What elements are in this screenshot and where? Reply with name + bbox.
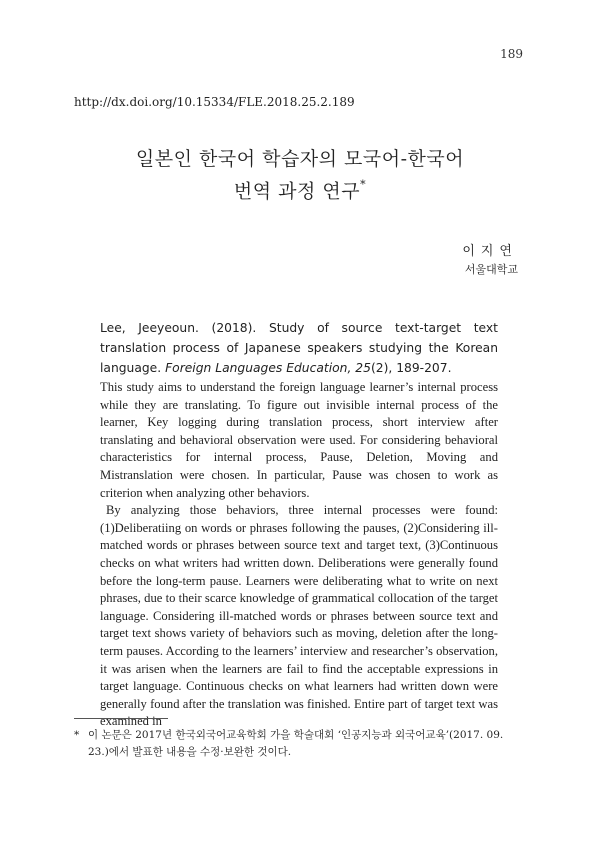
title-line-1: 일본인 한국어 학습자의 모국어-한국어 — [135, 148, 465, 170]
footnote-line-2: 23.)에서 발표한 내용을 수정·보완한 것이다. — [88, 746, 292, 758]
title-line-2 — [0, 173, 600, 205]
citation-authors-year: Lee, Jeeyeoun. (2018). Study of source text-target text translation process of Japanese speakers studying the Korean language. — [100, 321, 498, 375]
author-name: 이지연 — [462, 244, 518, 259]
footnote — [74, 727, 526, 761]
abstract-paragraph-1: This study aims to understand the foreign language learner’s internal process while they are translating. To figure out invisible internal process of the learner, Key logging during translation process, short interview after translating and behavioral observation were used. For considering behavioral characteristics for internal process, Pause, Deletion, Moving and Mistranslation were chosen. In particular, Pause was chosen to work as criterion when analyzing other behaviors. — [100, 380, 498, 500]
citation-journal: Foreign Languages Education, — [165, 361, 352, 375]
paper-title — [0, 146, 600, 205]
footnote-divider — [74, 718, 168, 719]
citation-issue-pages: (2), 189-207. — [370, 361, 452, 375]
author-affiliation: 서울대학교 — [464, 263, 518, 276]
page-number: 189 — [500, 47, 523, 61]
citation-volume: 25 — [355, 361, 371, 375]
footnote-line-1: 이 논문은 2017년 한국외국어교육학회 가을 학술대회 ‘인공지능과 외국어교육’(2017. 09. — [88, 729, 504, 741]
abstract-paragraph-2: By analyzing those behaviors, three internal processes were found: (1)Deliberatiing on words or phrases following the pauses, (2)Considering ill-matched words or phrases between source text and target text, (3)Continuous checks on what writers had written down. Deliberations were generally found before the long-term pause. Learners were deliberating what to write on next phrases, due to their scarce knowledge of grammatical collocation of the target language. Considering ill-matched words or phrases between source text and target text shows variety of behaviors such as moving, deletion after the long-term pauses. According to the learners’ interview and researcher’s observation, it was arisen when the learners are fail to find the acceptable expressions in target language. Continuous checks on what learners had written down were generally found after the translation was finished. Entire part of target text was examined in — [100, 503, 498, 729]
title-footnote-mark: * — [360, 178, 367, 191]
title-line-2-text: 번역 과정 연구 — [233, 180, 361, 203]
citation — [100, 318, 498, 378]
footnote-mark: * — [74, 729, 80, 741]
doi-link[interactable]: http://dx.doi.org/10.15334/FLE.2018.25.2.189 — [74, 95, 355, 109]
abstract — [100, 379, 498, 731]
